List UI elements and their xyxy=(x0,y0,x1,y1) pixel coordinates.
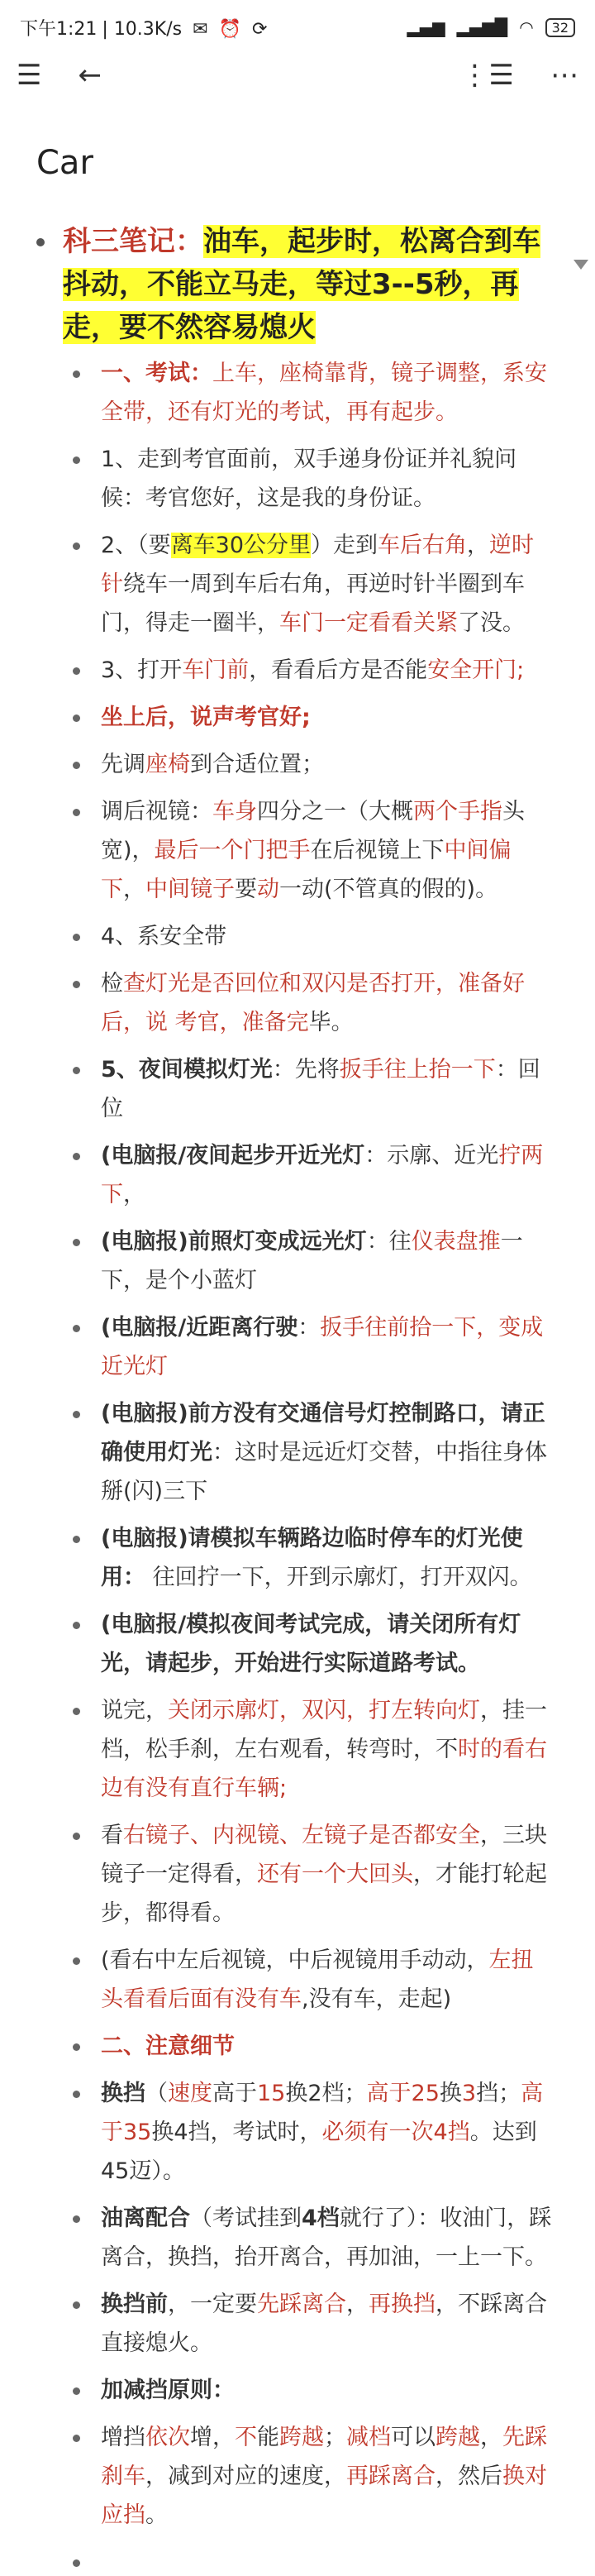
text-span: 油离配合 xyxy=(101,2206,190,2231)
text-span: （ xyxy=(145,2081,168,2106)
text-span: 。达到45迈）。 xyxy=(101,2120,537,2184)
text-span: 15 xyxy=(257,2081,286,2106)
list-item[interactable] xyxy=(63,1050,554,1128)
text-span: 4档 xyxy=(302,2206,340,2231)
text-span: 先调 xyxy=(101,752,145,777)
status-time: 下午1:21 xyxy=(20,18,98,40)
text-span: ，三块镜子一定得看， xyxy=(101,1823,547,1887)
text-span: 3、打开 xyxy=(101,657,183,683)
text-span: (电脑报/模拟夜间考试完成，请关闭所有灯光，请起步，开始进行实际道路考试。 xyxy=(101,1612,521,1676)
text-span: 高于35 xyxy=(101,2081,544,2145)
battery-icon: 32 xyxy=(545,18,575,37)
text-span: ，才能打轮起步，都得看。 xyxy=(101,1862,547,1926)
text-span: 换4挡，考试时， xyxy=(151,2120,322,2145)
text-span: 车门一定看看关紧 xyxy=(279,610,458,636)
list-item[interactable] xyxy=(63,440,554,518)
text-span: 说完， xyxy=(101,1698,168,1723)
list-item[interactable] xyxy=(63,1136,554,1214)
list-item[interactable] xyxy=(63,698,554,737)
list-item[interactable] xyxy=(63,1519,554,1597)
text-span: ：往 xyxy=(366,1229,412,1255)
main-label: 科三笔记： xyxy=(63,225,203,258)
text-span: 右镜子、内视镜、左镜子是否都安全 xyxy=(123,1823,480,1848)
text-span: 依次 xyxy=(145,2425,190,2450)
text-span: (电脑报/近距离行驶 xyxy=(101,1315,298,1341)
text-span: 离车30公分里 xyxy=(170,533,312,558)
list-item[interactable] xyxy=(63,2027,554,2066)
text-span: 还有一个大回头 xyxy=(257,1862,413,1887)
text-span: 二、注意细节 xyxy=(101,2034,235,2059)
text-span: 时的看右边有没有直行车辆; xyxy=(101,1737,547,1801)
text-span: ，不踩离合直接熄火。 xyxy=(101,2292,547,2356)
list-item[interactable] xyxy=(63,2074,554,2191)
message-icon: ✉ xyxy=(193,18,208,40)
text-span: 一动(不管真的假的)。 xyxy=(279,877,498,902)
list-item[interactable] xyxy=(63,1691,554,1808)
text-span: ,没有车，走起) xyxy=(302,1986,452,2012)
text-span: 在后视镜上下 xyxy=(310,838,445,863)
text-span: 高于25 xyxy=(366,2081,440,2106)
main-node[interactable] xyxy=(0,220,595,2576)
list-item[interactable] xyxy=(63,354,554,432)
text-span: 往回拧一下，开到示廓灯，打开双闪。 xyxy=(145,1565,532,1590)
empty-list-item[interactable] xyxy=(63,2543,554,2576)
list-item[interactable] xyxy=(63,2199,554,2277)
text-span: 挡； xyxy=(476,2081,521,2106)
text-span: 换2档； xyxy=(285,2081,367,2106)
text-span: 跨越 xyxy=(279,2425,324,2450)
text-span: 一下，是个小蓝灯 xyxy=(101,1229,523,1293)
text-span: 车身 xyxy=(212,799,257,824)
list-item[interactable] xyxy=(63,792,554,909)
text-span: ， xyxy=(123,877,145,902)
text-span: ， xyxy=(467,533,490,558)
text-span: 扳手往上抬一下 xyxy=(339,1057,496,1082)
text-span: ， xyxy=(123,1182,145,1207)
text-span: ，一定要 xyxy=(168,2292,257,2317)
text-span: 。 xyxy=(145,2502,168,2528)
more-icon[interactable]: ⋯ xyxy=(550,59,578,92)
alarm-icon: ⏰ xyxy=(218,18,241,40)
text-span: ：这时是远近灯交替，中指往身体掰(闪)三下 xyxy=(101,1440,547,1504)
list-item[interactable] xyxy=(63,526,554,643)
text-span: 上车，座椅靠背，镜子调整，系安全带，还有灯光的考试，再有起步。 xyxy=(101,361,547,425)
text-span: 必须有一次4挡 xyxy=(321,2120,470,2145)
sync-icon: ⟳ xyxy=(251,18,268,40)
text-span: ，减到对应的速度， xyxy=(145,2464,346,2489)
status-bar xyxy=(0,0,595,55)
text-span: ， xyxy=(480,2425,502,2450)
text-span: 换挡 xyxy=(101,2081,145,2106)
text-span: 增， xyxy=(190,2425,235,2450)
arrow-left-icon[interactable]: ← xyxy=(78,59,102,92)
text-span: ：回位 xyxy=(101,1057,540,1121)
text-span: 调后视镜： xyxy=(101,799,212,824)
network-speed: 10.3K/s xyxy=(113,18,183,40)
text-span: ：先将 xyxy=(272,1057,340,1082)
text-span: 不 xyxy=(235,2425,257,2450)
text-span: 速度 xyxy=(168,2081,212,2106)
text-span: 毕。 xyxy=(308,1010,354,1035)
text-span: (电脑报)前方没有交通信号灯控制路口，请正确使用灯光 xyxy=(101,1401,545,1465)
list-item[interactable] xyxy=(63,1308,554,1386)
text-span: 仪表盘推 xyxy=(411,1229,501,1255)
text-span: 就行了）：收油门，踩离合，换挡，抬开离合，再加油，一上一下。 xyxy=(101,2206,552,2270)
text-span: 高于 xyxy=(212,2081,257,2106)
text-span: 1、走到考官面前，双手递身份证并礼貌问候：考官您好，这是我的身份证。 xyxy=(101,447,517,511)
text-span: 拧两下 xyxy=(101,1143,544,1207)
text-span: 3 xyxy=(461,2081,477,2106)
text-span: 最后一个门把手 xyxy=(154,838,311,863)
text-span: ）走到 xyxy=(311,533,378,558)
text-span: 座椅 xyxy=(145,752,190,777)
text-span: 跨越 xyxy=(436,2425,480,2450)
text-span: 增挡 xyxy=(101,2425,145,2450)
text-span: 要 xyxy=(235,877,257,902)
list-item[interactable] xyxy=(63,651,554,690)
text-span: ， xyxy=(346,2292,369,2317)
text-span: 扳手往前拾一下，变成近光灯 xyxy=(101,1315,544,1379)
list-item[interactable] xyxy=(63,1394,554,1511)
list-item[interactable] xyxy=(63,2418,554,2535)
text-span: 2、（要 xyxy=(101,533,171,558)
outline-icon[interactable]: ⋮☰ xyxy=(460,59,514,92)
text-span: ，挂一档，松手刹，左右观看，转弯时，不 xyxy=(101,1698,547,1762)
status-left: 下午1:21 | 10.3K/s ✉ ⏰ ⟳ xyxy=(20,18,268,40)
text-span: 左扭头看看后面有没有车 xyxy=(101,1948,534,2012)
text-span: 了没。 xyxy=(458,610,525,636)
list-item[interactable] xyxy=(63,964,554,1042)
list-item[interactable] xyxy=(63,1605,554,1683)
text-span: 4、系安全带 xyxy=(101,924,227,949)
text-span: 换对应挡 xyxy=(101,2464,547,2528)
text-span: 可以 xyxy=(391,2425,436,2450)
signal-icon-2: ▂▄▆█ xyxy=(456,17,508,37)
text-span: ：示廓、近光 xyxy=(364,1143,499,1169)
text-span: 再踩离合 xyxy=(346,2464,436,2489)
hamburger-icon[interactable]: ☰ xyxy=(17,59,42,92)
text-span: 加减挡原则： xyxy=(101,2378,235,2403)
text-span: 看 xyxy=(101,1823,123,1848)
main-text: 油车，起步时，松离合到车抖动，不能立马走，等过3--5秒，再走，要不然容易熄火 xyxy=(63,225,540,344)
list-item[interactable] xyxy=(63,1816,554,1933)
text-span: 绕车一周到车后右角，再逆时针半圈到车门，得走一圈半， xyxy=(101,571,525,636)
wifi-icon: ◠ xyxy=(519,17,534,37)
text-span: 先踩刹车 xyxy=(101,2425,547,2489)
list-item[interactable] xyxy=(63,917,554,956)
text-span: 中间偏下 xyxy=(101,838,512,902)
text-span: 检 xyxy=(101,971,123,996)
text-span: ，然后 xyxy=(436,2464,502,2489)
text-span: ，看看后方是否能 xyxy=(249,657,428,683)
text-span: 关闭示廓灯，双闪，打左转向灯 xyxy=(168,1698,480,1723)
text-span: 头宽)， xyxy=(101,799,525,863)
text-span: 能 xyxy=(257,2425,279,2450)
text-span: 两个手指 xyxy=(413,799,502,824)
doc-title: Car xyxy=(36,144,93,182)
toolbar xyxy=(0,55,595,96)
text-span: 换挡前 xyxy=(101,2292,168,2317)
signal-icon: ▂▄▆ xyxy=(407,17,445,37)
text-span: (看右中左后视镜，中后视镜用手动动， xyxy=(101,1948,489,1973)
text-span: 安全开门; xyxy=(427,657,525,683)
doc-content xyxy=(0,220,595,2576)
text-span: 先踩离合 xyxy=(257,2292,346,2317)
text-span: 换 xyxy=(439,2081,462,2106)
text-span: (电脑报/夜间起步开近光灯 xyxy=(101,1143,365,1169)
text-span: 中间镜子 xyxy=(145,877,235,902)
text-span: 再换挡 xyxy=(369,2292,436,2317)
text-span: 四分之一（大概 xyxy=(257,799,413,824)
text-span: 车门前 xyxy=(182,657,250,683)
text-span: 5、夜间模拟灯光 xyxy=(101,1057,273,1082)
status-right xyxy=(407,17,576,37)
text-span: 减档 xyxy=(346,2425,391,2450)
list-item[interactable] xyxy=(63,1941,554,2019)
text-span: (电脑报)请模拟车辆路边临时停车的灯光使用： xyxy=(101,1526,523,1590)
text-span: （考试挂到 xyxy=(190,2206,302,2231)
text-span: (电脑报)前照灯变成远光灯 xyxy=(101,1229,367,1255)
text-span: 逆时针 xyxy=(101,533,535,597)
text-span: 动 xyxy=(257,877,279,902)
text-span: 一、考试： xyxy=(101,361,212,386)
list-item[interactable] xyxy=(63,2371,554,2410)
text-span: 查灯光是否回位和双闪是否打开，准备好后，说 考官，准备完 xyxy=(101,971,525,1035)
text-span: 坐上后，说声考官好; xyxy=(101,705,311,730)
text-span: ； xyxy=(324,2425,346,2450)
text-span: ： xyxy=(298,1315,321,1341)
list-item[interactable] xyxy=(63,745,554,784)
list-item[interactable] xyxy=(63,2285,554,2363)
text-span: 到合适位置； xyxy=(190,752,324,777)
list-item[interactable] xyxy=(63,1222,554,1300)
text-span: 车后右角 xyxy=(378,533,468,558)
